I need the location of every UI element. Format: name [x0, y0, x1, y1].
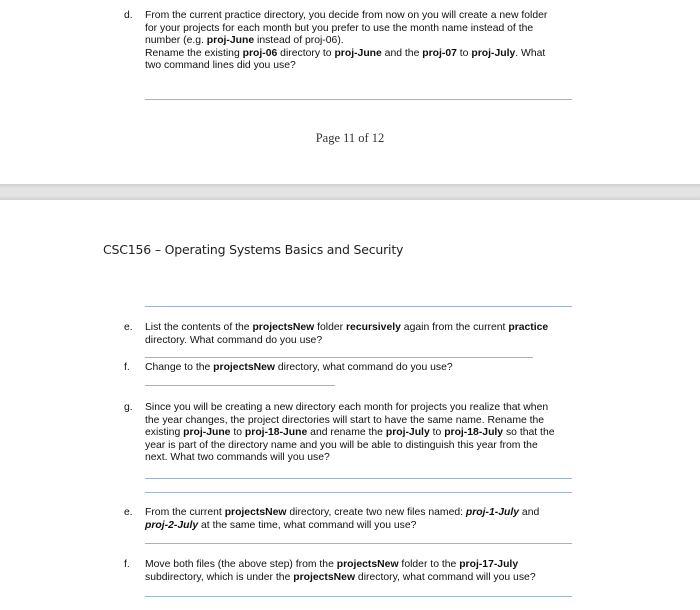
- question-text: Change to the projectsNew directory, what command do you use?: [145, 362, 453, 373]
- question-text: List the contents of the projectsNew folder recursively again from the current practice directory. What command do you use?: [145, 322, 549, 346]
- page-12: [0, 200, 700, 610]
- page-11: [0, 0, 700, 184]
- answer-line: [145, 385, 335, 386]
- question-text: From the current projectsNew directory, create two new files named: proj-1-July and proj-2-July at the same time, what command will you use?: [145, 507, 540, 531]
- question-e-files: [124, 507, 684, 535]
- answer-line: [145, 99, 572, 100]
- question-f: [124, 362, 684, 376]
- question-f-move: [124, 559, 684, 587]
- answer-line: [145, 306, 572, 307]
- answer-line: [145, 492, 572, 493]
- question-g: [124, 402, 684, 468]
- question-text: Move both files (the above step) from the projectsNew folder to the proj-17-July subdirectory, which is under the projectsNew directory, what command will you use?: [145, 559, 536, 583]
- page-separator: [0, 184, 700, 200]
- question-number: f.: [124, 559, 130, 570]
- question-e: [124, 322, 684, 350]
- answer-line: [145, 596, 572, 597]
- page-footer: Page 11 of 12: [315, 131, 385, 145]
- answer-line: [145, 478, 572, 479]
- answer-line: [145, 357, 533, 358]
- question-number: e.: [124, 507, 133, 518]
- question-text: From the current practice directory, you decide from now on you will create a new folder for your projects for each month but you prefer to use the month name instead of the number (e.g. proj-June instead of proj-06). Rename the existing proj-06 directory to proj-June and the proj-07 to proj-July. What two command lines did you use?: [145, 10, 548, 72]
- question-number: d.: [124, 10, 133, 21]
- page-header: CSC156 – Operating Systems Basics and Security: [103, 242, 404, 257]
- question-number: g.: [124, 402, 133, 413]
- question-number: e.: [124, 322, 133, 333]
- question-number: f.: [124, 362, 130, 373]
- question-d: [124, 10, 684, 80]
- question-text: Since you will be creating a new directory each month for projects you realize that when the year changes, the project directories will start to have the same name. Rename the existing proj-June to proj-18-June and rename the proj-July to proj-18-July so that the year is part of the directory name and you will be able to distinguish this year from the next. What two commands will you use?: [145, 402, 555, 464]
- answer-line: [145, 543, 572, 544]
